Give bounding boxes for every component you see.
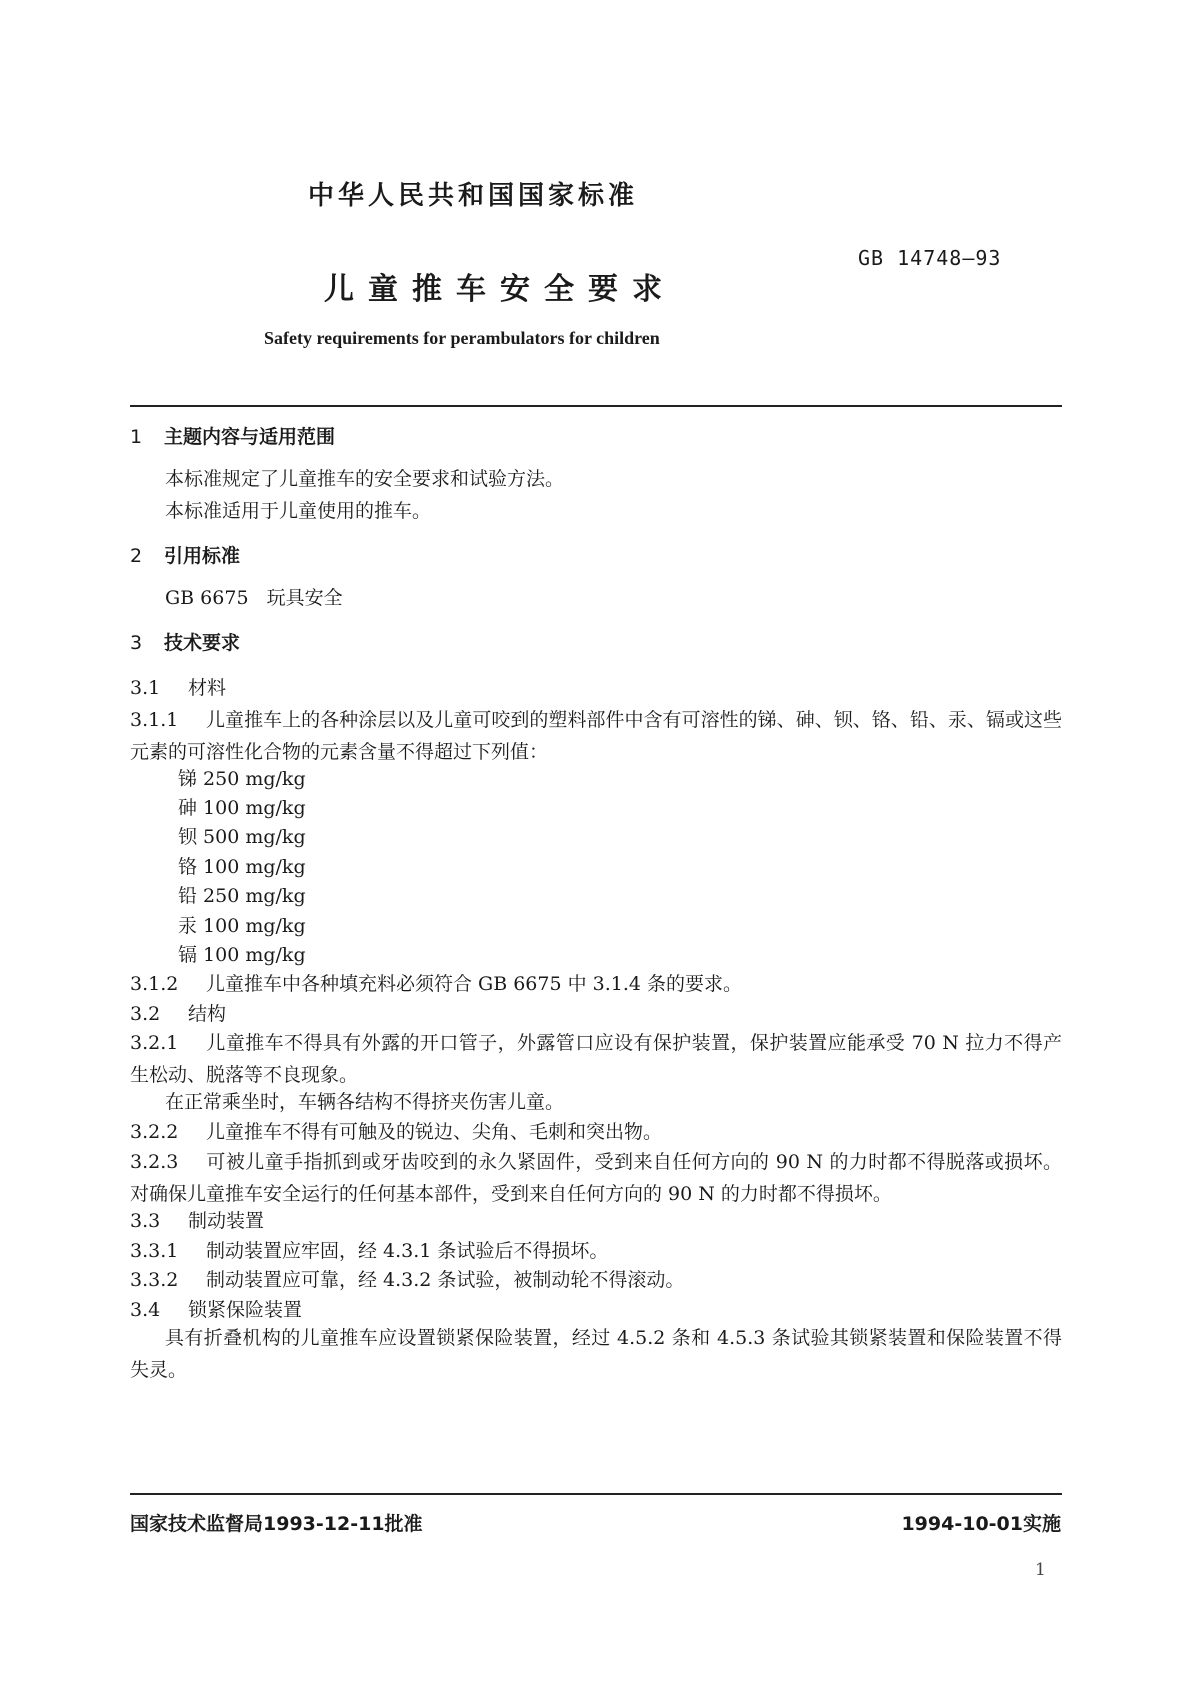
clause-3-2-2: 3.2.2 儿童推车不得有可触及的锐边、尖角、毛刺和突出物。: [130, 1121, 663, 1143]
header-rule: [130, 405, 1062, 407]
national-standard-header: 中华人民共和国国家标准: [308, 181, 639, 211]
footer-rule: [130, 1493, 1062, 1495]
clause-3-4-paragraph: 具有折叠机构的儿童推车应设置锁紧保险装置，经过 4.5.2 条和 4.5.3 条试验其锁紧装置和保险装置不得失灵。: [130, 1327, 1062, 1381]
clause-3-2-heading: 3.2 结构: [130, 1003, 227, 1025]
effective-date-line: 1994-10-01实施: [901, 1513, 1061, 1535]
clause-3-2-1: 3.2.1 儿童推车不得具有外露的开口管子，外露管口应设有保护装置，保护装置应能承受 70 N 拉力不得产生松动、脱落等不良现象。: [130, 1032, 1062, 1086]
section-number: 2: [130, 545, 143, 567]
standard-code: GB 14748—93: [858, 246, 1002, 270]
limit-item: 锑 250 mg/kg: [178, 768, 306, 790]
limit-item: 铬 100 mg/kg: [178, 856, 306, 878]
section-1-heading: [130, 422, 335, 449]
reference-code: GB 6675: [165, 587, 249, 609]
normative-reference: [165, 583, 343, 610]
clause-3-3-1: 3.3.1 制动装置应牢固，经 4.3.1 条试验后不得损坏。: [130, 1240, 609, 1262]
approval-line: 国家技术监督局1993-12-11批准: [130, 1513, 423, 1535]
clause-3-2-3: 3.2.3 可被儿童手指抓到或牙齿咬到的永久紧固件，受到来自任何方向的 90 N 的力时都不得脱落或损坏。对确保儿童推车安全运行的任何基本部件，受到来自任何方向的 90 N 的力时都不得损坏。: [130, 1151, 1062, 1205]
section-1-paragraph: 本标准适用于儿童使用的推车。: [165, 500, 432, 522]
section-2-heading: [130, 541, 240, 568]
document-title-en: Safety requirements for perambulators for children: [264, 328, 660, 348]
clause-3-3-heading: 3.3 制动装置: [130, 1210, 265, 1232]
clause-3-2-1-note: 在正常乘坐时，车辆各结构不得挤夹伤害儿童。: [165, 1091, 565, 1113]
clause-3-3-2: 3.3.2 制动装置应可靠，经 4.3.2 条试验，被制动轮不得滚动。: [130, 1269, 685, 1291]
section-title: 主题内容与适用范围: [164, 426, 336, 448]
reference-title: 玩具安全: [266, 587, 343, 609]
limit-item: 镉 100 mg/kg: [178, 944, 306, 966]
clause-3-1-2: 3.1.2 儿童推车中各种填充料必须符合 GB 6675 中 3.1.4 条的要求。: [130, 973, 743, 995]
limit-item: 铅 250 mg/kg: [178, 885, 306, 907]
section-3-heading: [130, 628, 240, 655]
document-title-cn: 儿童推车安全要求: [324, 272, 676, 307]
clause-3-4-heading: 3.4 锁紧保险装置: [130, 1299, 303, 1321]
limit-item: 钡 500 mg/kg: [178, 826, 306, 848]
limit-item: 砷 100 mg/kg: [178, 797, 306, 819]
limit-item: 汞 100 mg/kg: [178, 915, 306, 937]
section-title: 技术要求: [164, 632, 241, 654]
clause-3-1-heading: 3.1 材料: [130, 677, 227, 699]
page-number: 1: [1035, 1560, 1046, 1580]
section-number: 3: [130, 632, 143, 654]
section-number: 1: [130, 426, 143, 448]
clause-3-1-1: 3.1.1 儿童推车上的各种涂层以及儿童可咬到的塑料部件中含有可溶性的锑、砷、钡、铬、铅、汞、镉或这些元素的可溶性化合物的元素含量不得超过下列值：: [130, 709, 1062, 763]
section-1-paragraph: 本标准规定了儿童推车的安全要求和试验方法。: [165, 468, 565, 490]
section-title: 引用标准: [164, 545, 241, 567]
